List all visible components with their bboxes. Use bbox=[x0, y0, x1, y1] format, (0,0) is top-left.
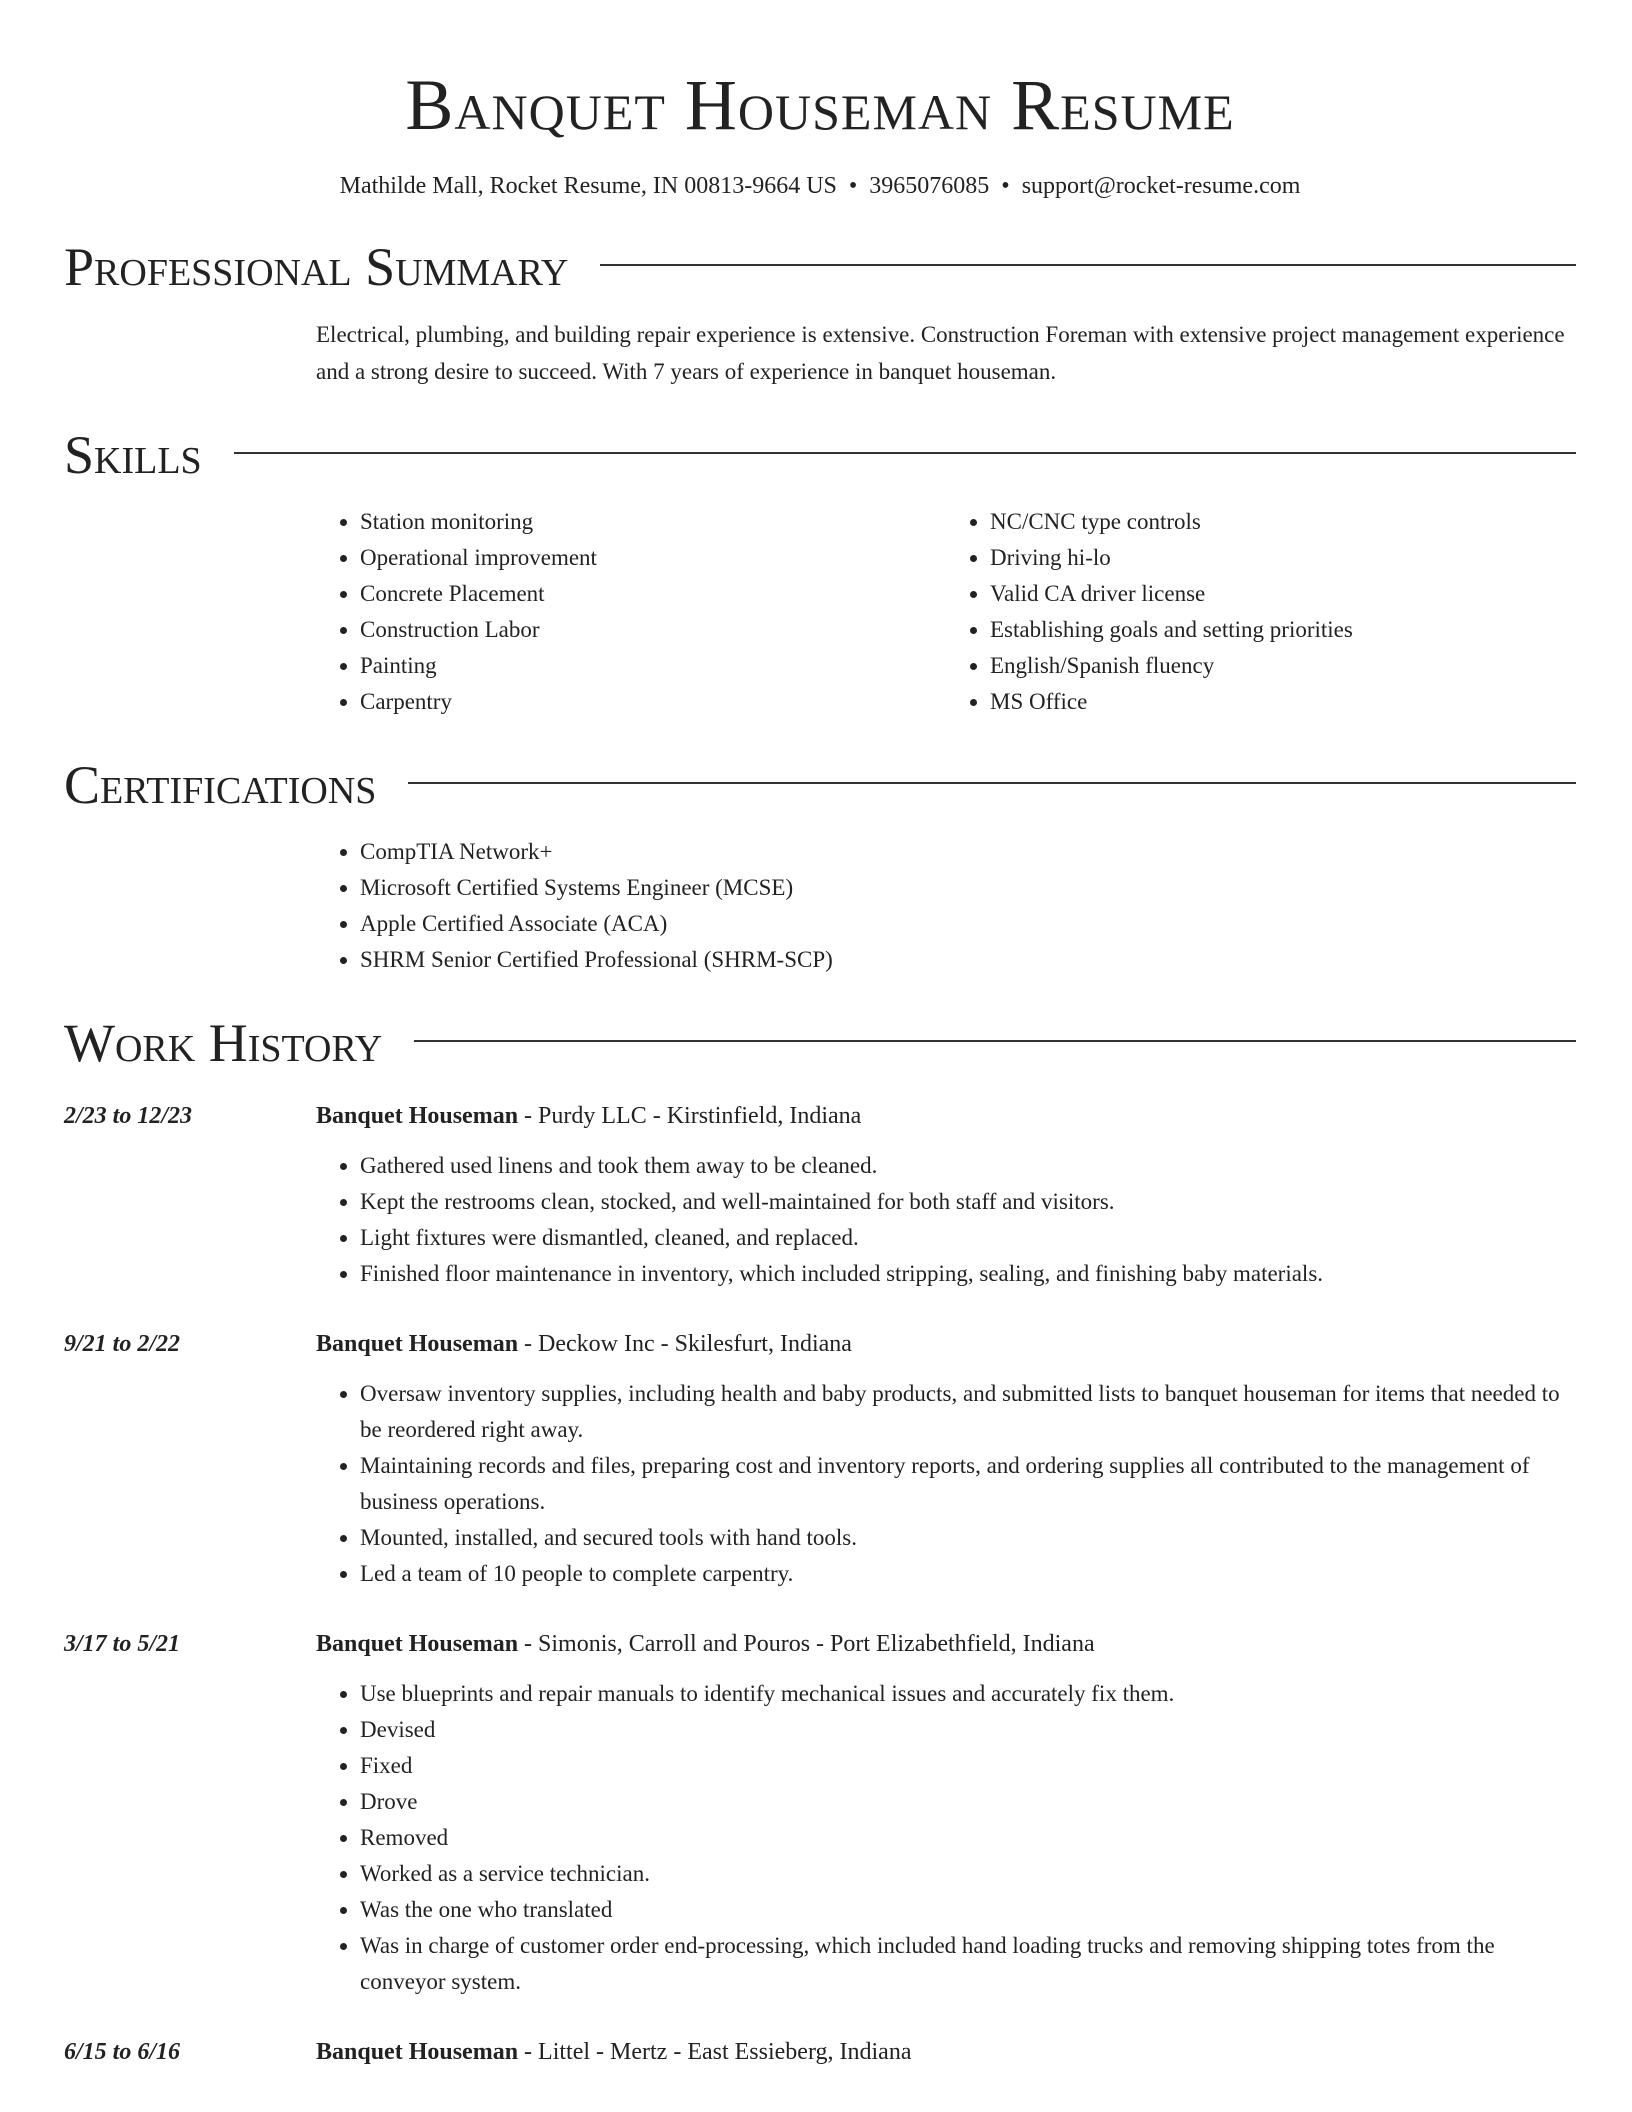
job-bullet: • Fixed bbox=[360, 1748, 1576, 1784]
job-entry bbox=[64, 1098, 1576, 1292]
job-dates: 3/17 to 5/21 bbox=[64, 1631, 181, 1657]
job-bullet: • Oversaw inventory supplies, including health and baby products, and submitted lists to banquet houseman for items that needed to be reordered right away. bbox=[360, 1376, 1576, 1448]
job-title: Banquet Houseman bbox=[316, 1103, 519, 1129]
job-dates: 2/23 to 12/23 bbox=[64, 1103, 193, 1129]
job-bullet: • Devised bbox=[360, 1712, 1576, 1748]
resume-title: Banquet Houseman Resume bbox=[405, 65, 1235, 145]
contact-line bbox=[64, 170, 1576, 202]
summary-section-header bbox=[64, 232, 1576, 302]
job-entry bbox=[64, 1626, 1576, 2000]
certification-item: • CompTIA Network+ bbox=[360, 834, 1576, 870]
contact-separator: • bbox=[848, 173, 858, 199]
job-bullet-list bbox=[316, 1376, 1576, 1592]
skill-item: • Valid CA driver license bbox=[990, 576, 1576, 612]
job-title-line bbox=[316, 2034, 911, 2070]
work-section-header bbox=[64, 1008, 1576, 1078]
skills-column-right bbox=[946, 504, 1576, 720]
job-title: Banquet Houseman bbox=[316, 2039, 519, 2065]
job-title: Banquet Houseman bbox=[316, 1331, 519, 1357]
job-bullet: • Mounted, installed, and secured tools with hand tools. bbox=[360, 1520, 1576, 1556]
section-divider bbox=[408, 782, 1576, 784]
certifications-bullets bbox=[316, 834, 1576, 978]
skill-item: • MS Office bbox=[990, 684, 1576, 720]
skill-item: • Establishing goals and setting priorities bbox=[990, 612, 1576, 648]
skill-item: • Operational improvement bbox=[360, 540, 946, 576]
job-bullet-list bbox=[316, 1148, 1576, 1292]
job-entry bbox=[64, 2034, 1576, 2070]
job-title: Banquet Houseman bbox=[316, 1631, 519, 1657]
skill-item: • NC/CNC type controls bbox=[990, 504, 1576, 540]
skill-item: • Construction Labor bbox=[360, 612, 946, 648]
certification-item: • Microsoft Certified Systems Engineer (MCSE) bbox=[360, 870, 1576, 906]
skills-section-header bbox=[64, 420, 1576, 490]
skill-item: • Painting bbox=[360, 648, 946, 684]
job-bullets bbox=[316, 1676, 1576, 2000]
job-bullet: • Kept the restrooms clean, stocked, and well-maintained for both staff and visitors. bbox=[360, 1184, 1576, 1220]
job-bullet-list bbox=[316, 1676, 1576, 2000]
job-bullet: • Maintaining records and files, preparing cost and inventory reports, and ordering supplies all contributed to the management of business operations. bbox=[360, 1448, 1576, 1520]
job-bullet: • Was the one who translated bbox=[360, 1892, 1576, 1928]
job-bullet: • Was in charge of customer order end-processing, which included hand loading trucks and removing shipping totes from the conveyor system. bbox=[360, 1928, 1576, 2000]
job-bullet: • Use blueprints and repair manuals to identify mechanical issues and accurately fix them. bbox=[360, 1676, 1576, 1712]
certifications-list bbox=[316, 834, 1576, 978]
job-header bbox=[64, 2034, 1576, 2070]
skills-list bbox=[316, 504, 1576, 720]
skill-item: • English/Spanish fluency bbox=[990, 648, 1576, 684]
certifications-section-title: Certifications bbox=[64, 755, 377, 815]
job-bullet: • Finished floor maintenance in inventory, which included stripping, sealing, and finishing baby materials. bbox=[360, 1256, 1576, 1292]
section-divider bbox=[600, 264, 1576, 266]
job-entry bbox=[64, 1326, 1576, 1592]
job-title-line bbox=[316, 1326, 852, 1362]
job-employer: - Deckow Inc - Skilesfurt, Indiana bbox=[518, 1331, 852, 1357]
job-dates: 9/21 to 2/22 bbox=[64, 1331, 181, 1357]
job-bullet: • Drove bbox=[360, 1784, 1576, 1820]
job-header bbox=[64, 1626, 1576, 1662]
summary-section-title: Professional Summary bbox=[64, 237, 569, 297]
job-employer: - Littel - Mertz - East Essieberg, Indiana bbox=[518, 2039, 912, 2065]
contact-email: support@rocket-resume.com bbox=[1021, 173, 1301, 199]
summary-text: Electrical, plumbing, and building repair experience is extensive. Construction Foreman with extensive project management experience and a strong desire to succeed. With 7 years of experience in banquet houseman. bbox=[316, 322, 1565, 384]
job-employer: - Simonis, Carroll and Pouros - Port Elizabethfield, Indiana bbox=[518, 1631, 1095, 1657]
job-header bbox=[64, 1098, 1576, 1134]
skill-item: • Station monitoring bbox=[360, 504, 946, 540]
job-title-line bbox=[316, 1098, 861, 1134]
contact-phone: 3965076085 bbox=[869, 173, 990, 199]
job-employer: - Purdy LLC - Kirstinfield, Indiana bbox=[518, 1103, 862, 1129]
section-divider bbox=[414, 1040, 1576, 1042]
skill-item: • Concrete Placement bbox=[360, 576, 946, 612]
job-bullet: • Light fixtures were dismantled, cleaned, and replaced. bbox=[360, 1220, 1576, 1256]
job-bullets bbox=[316, 1376, 1576, 1592]
job-bullet: • Removed bbox=[360, 1820, 1576, 1856]
skill-item: • Driving hi-lo bbox=[990, 540, 1576, 576]
job-header bbox=[64, 1326, 1576, 1362]
skills-section-title: Skills bbox=[64, 425, 202, 485]
job-bullet: • Gathered used linens and took them away to be cleaned. bbox=[360, 1148, 1576, 1184]
section-divider bbox=[234, 452, 1576, 454]
job-bullets bbox=[316, 1148, 1576, 1292]
certification-item: • SHRM Senior Certified Professional (SHRM-SCP) bbox=[360, 942, 1576, 978]
job-bullet: • Worked as a service technician. bbox=[360, 1856, 1576, 1892]
certifications-section-header bbox=[64, 750, 1576, 820]
skills-column-left bbox=[316, 504, 946, 720]
work-section-title: Work History bbox=[64, 1013, 383, 1073]
contact-separator: • bbox=[1001, 173, 1010, 199]
job-dates: 6/15 to 6/16 bbox=[64, 2039, 181, 2065]
contact-address: Mathilde Mall, Rocket Resume, IN 00813-9664 US bbox=[339, 173, 837, 199]
certification-item: • Apple Certified Associate (ACA) bbox=[360, 906, 1576, 942]
resume-page bbox=[64, 0, 1576, 2070]
job-bullet: • Led a team of 10 people to complete carpentry. bbox=[360, 1556, 1576, 1592]
skill-item: • Carpentry bbox=[360, 684, 946, 720]
job-title-line bbox=[316, 1626, 1095, 1662]
